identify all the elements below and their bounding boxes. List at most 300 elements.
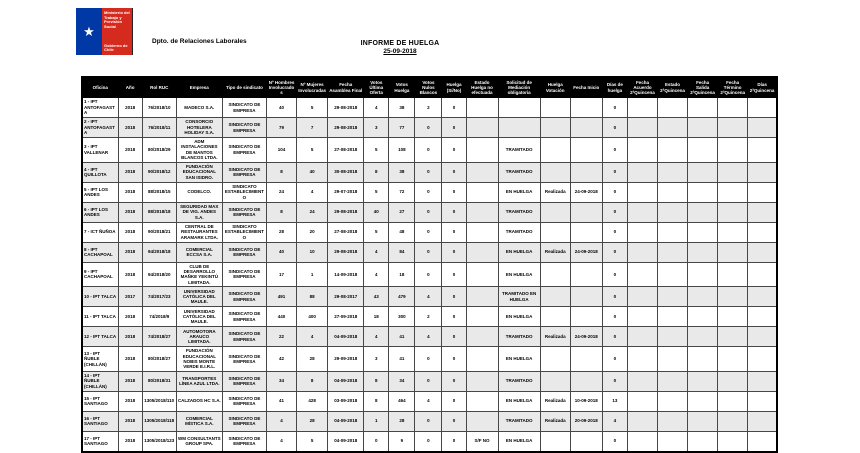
table-cell — [540, 371, 570, 391]
table-cell: Realizada — [540, 391, 570, 411]
table-cell — [718, 118, 748, 138]
table-cell: 0 — [602, 222, 627, 242]
table-cell — [748, 162, 777, 182]
table-cell — [540, 262, 570, 287]
table-cell: EN HUELGA — [498, 431, 540, 452]
table-cell: 0 — [602, 138, 627, 163]
table-cell: 15 - IPT SANTIAGO — [82, 391, 118, 411]
table-row — [82, 371, 777, 391]
table-cell: 8 — [267, 202, 297, 222]
table-cell: 43 — [364, 287, 389, 307]
column-header: Fecha Inicio — [570, 77, 602, 98]
table-cell: 14-09-2018 — [328, 262, 364, 287]
table-cell: 29-08-2018 — [328, 242, 364, 262]
table-cell: SEGURIDAD MAX DE VIG. ANDES S.A. — [176, 202, 222, 222]
table-cell: SINDICATO DE EMPRESA — [222, 287, 266, 307]
table-cell — [748, 371, 777, 391]
table-cell: 2 — [415, 98, 442, 118]
table-cell: 5 - IPT LOS ANDES — [82, 182, 118, 202]
column-header: Fecha Asamblea Final — [328, 77, 364, 98]
table-cell: 2018 — [118, 118, 142, 138]
table-cell — [627, 222, 657, 242]
table-cell: 1305/2018/118 — [142, 411, 176, 431]
table-cell: 41 — [389, 347, 415, 372]
table-cell: 40 — [364, 202, 389, 222]
column-header: Votos Huelga — [389, 77, 415, 98]
table-row — [82, 391, 777, 411]
table-cell: 4 — [415, 327, 442, 347]
table-cell: 20 — [297, 222, 328, 242]
table-cell: 24-09-2018 — [570, 327, 602, 347]
table-cell: 2017 — [118, 287, 142, 307]
table-cell — [748, 287, 777, 307]
table-cell — [466, 391, 498, 411]
table-cell: 4 — [297, 327, 328, 347]
table-cell: SINDICATO DE EMPRESA — [222, 262, 266, 287]
column-header: Votos Nulos Blancos — [415, 77, 442, 98]
table-cell: 38 — [389, 98, 415, 118]
table-cell: 1305/2018/123 — [142, 431, 176, 452]
table-cell — [466, 162, 498, 182]
table-cell: 0 — [602, 371, 627, 391]
table-cell: 34 — [267, 371, 297, 391]
table-cell — [688, 431, 718, 452]
table-cell: 2018 — [118, 138, 142, 163]
table-cell: 40 — [297, 162, 328, 182]
table-cell — [718, 202, 748, 222]
table-cell: 80/2018/29 — [142, 138, 176, 163]
table-cell — [718, 431, 748, 452]
table-cell: 0 — [442, 287, 466, 307]
table-cell: 8 — [297, 371, 328, 391]
table-cell — [498, 98, 540, 118]
table-cell: SINDICATO DE EMPRESA — [222, 118, 266, 138]
table-cell — [570, 287, 602, 307]
table-cell: 0 — [442, 411, 466, 431]
table-cell: 04-09-2018 — [328, 371, 364, 391]
table-cell: 18 — [389, 262, 415, 287]
column-header: Fecha Salida 2ªQuincena — [688, 77, 718, 98]
chile-flag-star-icon: ★ — [76, 8, 102, 55]
table-cell — [718, 347, 748, 372]
table-cell: 8 — [364, 162, 389, 182]
report-title-block — [285, 40, 515, 55]
table-cell — [657, 371, 687, 391]
table-cell: 94/2018/20 — [142, 262, 176, 287]
table-cell: 7 — [297, 118, 328, 138]
table-cell: 03-09-2018 — [328, 391, 364, 411]
table-cell: 0 — [602, 347, 627, 372]
table-cell: SINDICATO DE EMPRESA — [222, 162, 266, 182]
table-cell: 24 — [297, 202, 328, 222]
table-cell — [627, 327, 657, 347]
table-cell — [540, 162, 570, 182]
table-cell — [466, 222, 498, 242]
column-header: Estado 2ªQuincena — [657, 77, 687, 98]
table-cell: 94/2018/18 — [142, 242, 176, 262]
table-cell: 29-08-2018 — [328, 118, 364, 138]
table-cell: 0 — [602, 182, 627, 202]
table-cell: 38 — [389, 162, 415, 182]
table-row — [82, 411, 777, 431]
table-cell: 80/2018/27 — [142, 347, 176, 372]
table-cell: 34 — [389, 371, 415, 391]
table-row — [82, 262, 777, 287]
table-cell: 479 — [389, 287, 415, 307]
table-cell: 0 — [602, 242, 627, 262]
table-cell: SINDICATO DE EMPRESA — [222, 391, 266, 411]
table-cell: SINDICATO DE EMPRESA — [222, 371, 266, 391]
table-cell: 24-09-2018 — [570, 242, 602, 262]
table-cell: 0 — [415, 202, 442, 222]
table-header-row — [82, 77, 777, 98]
table-cell: 0 — [415, 138, 442, 163]
table-cell — [466, 138, 498, 163]
table-cell — [718, 307, 748, 327]
table-cell — [718, 411, 748, 431]
table-cell — [627, 391, 657, 411]
table-cell: SINDICATO DE EMPRESA — [222, 242, 266, 262]
table-cell — [570, 162, 602, 182]
table-cell — [540, 202, 570, 222]
table-cell — [570, 262, 602, 287]
table-cell: 0 — [602, 327, 627, 347]
table-cell — [570, 371, 602, 391]
table-cell: 18 — [364, 307, 389, 327]
table-cell — [466, 287, 498, 307]
table-cell — [466, 118, 498, 138]
table-cell: 27-09-2018 — [328, 307, 364, 327]
table-cell: 14 - IPT ÑUBLE (CHILLÁN) — [82, 371, 118, 391]
table-cell — [570, 222, 602, 242]
table-cell: 28 — [297, 411, 328, 431]
table-cell: 0 — [602, 262, 627, 287]
table-cell: 12 - IPT TALCA — [82, 327, 118, 347]
table-cell — [718, 371, 748, 391]
table-cell: 0 — [442, 391, 466, 411]
table-cell — [657, 431, 687, 452]
column-header: Solicitud de Mediación obligatoria — [498, 77, 540, 98]
table-cell — [657, 391, 687, 411]
table-cell — [748, 327, 777, 347]
table-cell: 0 — [415, 182, 442, 202]
table-cell: CODELCO. — [176, 182, 222, 202]
table-cell: SINDICATO DE EMPRESA — [222, 307, 266, 327]
table-cell: WM CONSULTANTS GROUP SPA. — [176, 431, 222, 452]
table-cell: 0 — [602, 307, 627, 327]
table-cell: 491 — [267, 287, 297, 307]
table-cell: 0 — [442, 262, 466, 287]
table-cell — [570, 98, 602, 118]
column-header: Tipo de sindicato — [222, 77, 266, 98]
table-cell — [657, 118, 687, 138]
table-cell — [688, 138, 718, 163]
table-cell — [540, 222, 570, 242]
table-cell: 88 — [297, 287, 328, 307]
table-cell — [688, 162, 718, 182]
table-cell — [688, 118, 718, 138]
table-cell — [718, 262, 748, 287]
table-cell: 5 — [364, 138, 389, 163]
table-cell: 2018 — [118, 431, 142, 452]
table-cell: COMERCIAL MÍSTICA S.A. — [176, 411, 222, 431]
table-row — [82, 118, 777, 138]
table-cell — [540, 118, 570, 138]
table-cell — [657, 347, 687, 372]
table-cell: 400 — [297, 307, 328, 327]
logo-gobierno-text: Gobierno de Chile — [104, 42, 128, 53]
table-cell: 16 - IPT SANTIAGO — [82, 411, 118, 431]
table-cell: EN HUELGA — [498, 182, 540, 202]
table-cell: 0 — [415, 347, 442, 372]
report-title: INFORME DE HUELGA — [360, 40, 440, 47]
table-cell — [748, 182, 777, 202]
table-cell: 0 — [442, 371, 466, 391]
table-cell — [718, 327, 748, 347]
table-cell: 0 — [602, 202, 627, 222]
table-cell: 0 — [602, 98, 627, 118]
table-cell: 77 — [389, 118, 415, 138]
column-header: Nº Mujeres Involucradas — [297, 77, 328, 98]
table-cell — [718, 98, 748, 118]
table-cell: ADM INSTALACIONES DE MANTOS BLANCOS LTDA. — [176, 138, 222, 163]
table-cell — [688, 202, 718, 222]
table-cell — [718, 138, 748, 163]
table-cell: 28 — [267, 222, 297, 242]
table-cell: 4 — [267, 411, 297, 431]
table-cell — [748, 411, 777, 431]
table-cell — [657, 411, 687, 431]
table-cell: 0 — [442, 162, 466, 182]
table-cell: 2018 — [118, 347, 142, 372]
table-cell: TRAMITADO — [498, 327, 540, 347]
table-cell: 0 — [415, 431, 442, 452]
table-cell: 8 — [364, 391, 389, 411]
table-cell: 0 — [442, 202, 466, 222]
column-header: Días de huelga — [602, 77, 627, 98]
table-cell: 8 — [364, 371, 389, 391]
table-cell — [627, 307, 657, 327]
table-cell: 40 — [267, 98, 297, 118]
table-cell: 27-08-2018 — [328, 138, 364, 163]
table-cell: 13 — [602, 391, 627, 411]
logo-ministry-text: Ministerio del Trabajo y Previsión Social — [104, 10, 130, 29]
table-row — [82, 162, 777, 182]
department-label: Dpto. de Relaciones Laborales — [152, 38, 247, 45]
table-cell: 9 - IPT CACHAPOAL — [82, 262, 118, 287]
table-cell: 84 — [389, 242, 415, 262]
table-cell: CONSORCIO HOTELERA HOLIDAY S.A. — [176, 118, 222, 138]
table-cell: 0 — [442, 431, 466, 452]
table-cell: 1 — [364, 411, 389, 431]
table-cell — [466, 327, 498, 347]
table-cell: 300 — [389, 307, 415, 327]
table-cell: 9 — [389, 431, 415, 452]
table-cell: 0 — [602, 162, 627, 182]
table-cell — [570, 307, 602, 327]
table-cell — [688, 411, 718, 431]
table-cell — [688, 327, 718, 347]
table-cell: EN HUELGA — [498, 262, 540, 287]
table-cell — [466, 411, 498, 431]
table-cell: 79 — [267, 118, 297, 138]
table-cell: UNIVERSIDAD CATÓLICA DEL MAULE. — [176, 307, 222, 327]
table-cell: 0 — [602, 287, 627, 307]
table-cell: 1305/2018/110 — [142, 391, 176, 411]
table-cell: 80/2018/31 — [142, 371, 176, 391]
table-cell: AUTOMOTORA ARAUCO LIMITADA. — [176, 327, 222, 347]
table-cell — [466, 347, 498, 372]
table-cell: SINDICATO ESTABLECIMIENTO — [222, 182, 266, 202]
table-cell — [748, 98, 777, 118]
table-cell: 4 - IPT QUILLOTA — [82, 162, 118, 182]
table-cell: 5 — [297, 138, 328, 163]
table-cell: 20-09-2018 — [570, 411, 602, 431]
table-cell — [498, 118, 540, 138]
table-cell — [657, 287, 687, 307]
table-cell — [540, 347, 570, 372]
column-header: Año — [118, 77, 142, 98]
table-cell: 4 — [602, 411, 627, 431]
table-cell: Realizada — [540, 242, 570, 262]
table-cell: EN HUELGA — [498, 391, 540, 411]
table-cell: 2 - IPT ANTOFAGASTA — [82, 118, 118, 138]
table-cell: 30-08-2018 — [328, 162, 364, 182]
table-cell: 29-08-2017 — [328, 287, 364, 307]
table-cell: 0 — [442, 242, 466, 262]
table-cell: 8 — [267, 162, 297, 182]
strike-report-table — [81, 76, 778, 453]
table-cell — [718, 242, 748, 262]
table-cell: 7 - ICT ÑUÑOA — [82, 222, 118, 242]
column-header: Días 2ªQuincena — [748, 77, 777, 98]
table-cell — [570, 138, 602, 163]
table-cell — [657, 327, 687, 347]
table-cell — [540, 287, 570, 307]
table-cell: 42 — [267, 347, 297, 372]
table-cell: 24-09-2018 — [570, 182, 602, 202]
table-cell: EN HUELGA — [498, 347, 540, 372]
table-row — [82, 287, 777, 307]
table-cell: 0 — [415, 222, 442, 242]
table-cell: 5 — [364, 182, 389, 202]
table-cell — [627, 98, 657, 118]
table-cell: 04-09-2018 — [328, 411, 364, 431]
table-cell: 428 — [297, 391, 328, 411]
table-cell: 2018 — [118, 262, 142, 287]
table-cell: CALZADOS HC S.A. — [176, 391, 222, 411]
table-cell: 17 - IPT SANTIAGO — [82, 431, 118, 452]
table-cell: SINDICATO ESTABLECIMIENTO — [222, 222, 266, 242]
table-row — [82, 202, 777, 222]
table-cell: Realizada — [540, 327, 570, 347]
table-cell: 48 — [389, 222, 415, 242]
table-cell — [466, 242, 498, 262]
table-cell: 11 - IPT TALCA — [82, 307, 118, 327]
table-cell: 27-08-2018 — [328, 222, 364, 242]
table-cell: 0 — [602, 431, 627, 452]
table-cell: 17 — [267, 262, 297, 287]
table-cell: 4 — [415, 287, 442, 307]
table-cell: 29-09-2018 — [328, 347, 364, 372]
table-cell: FUNDACIÓN EDUCACIONAL NOBIS MONTE VERDE E.I.R.L. — [176, 347, 222, 372]
table-cell: FUNDACIÓN EDUCACIONAL SAN ISIDRO. — [176, 162, 222, 182]
table-cell: 28 — [297, 347, 328, 372]
table-cell — [657, 182, 687, 202]
table-cell: 8 - IPT CACHAPOAL — [82, 242, 118, 262]
table-cell — [540, 138, 570, 163]
table-cell: Realizada — [540, 411, 570, 431]
table-cell — [748, 262, 777, 287]
table-cell: 76/2018/10 — [142, 98, 176, 118]
table-cell: 88/2018/15 — [142, 182, 176, 202]
table-cell — [748, 138, 777, 163]
table-cell: 0 — [415, 371, 442, 391]
table-row — [82, 327, 777, 347]
table-cell: SINDICATO DE EMPRESA — [222, 327, 266, 347]
column-header: Fecha Término 2ªQuincena — [718, 77, 748, 98]
table-row — [82, 431, 777, 452]
table-cell: 74/2018/9 — [142, 307, 176, 327]
table-cell: 5 — [297, 98, 328, 118]
logo-ministry-panel — [102, 8, 132, 55]
table-cell: EN HUELGA — [498, 307, 540, 327]
table-cell — [688, 242, 718, 262]
table-cell: 0 — [442, 307, 466, 327]
table-cell: 2018 — [118, 202, 142, 222]
table-cell — [657, 222, 687, 242]
table-cell — [466, 202, 498, 222]
table-cell: 2018 — [118, 242, 142, 262]
table-cell: 2 — [415, 307, 442, 327]
table-cell — [718, 182, 748, 202]
table-cell: 29-07-2018 — [328, 182, 364, 202]
table-cell: 0 — [442, 118, 466, 138]
table-cell: 108 — [389, 138, 415, 163]
table-cell: 74/2018/27 — [142, 327, 176, 347]
table-cell: SINDICATO DE EMPRESA — [222, 98, 266, 118]
table-cell: 88/2018/18 — [142, 202, 176, 222]
table-cell — [718, 391, 748, 411]
table-cell — [627, 431, 657, 452]
table-cell: 0 — [442, 182, 466, 202]
table-cell: 2018 — [118, 391, 142, 411]
table-cell — [688, 182, 718, 202]
table-cell: 0 — [442, 138, 466, 163]
table-cell: 2018 — [118, 371, 142, 391]
table-cell: 0 — [415, 118, 442, 138]
table-cell — [688, 262, 718, 287]
table-cell — [657, 262, 687, 287]
table-cell — [718, 222, 748, 242]
table-cell: 72 — [389, 182, 415, 202]
table-cell — [748, 391, 777, 411]
table-cell: 4 — [297, 182, 328, 202]
table-cell: 10-09-2018 — [570, 391, 602, 411]
table-cell: CENTRAL DE RESTAURANTES ARAMARK LTDA. — [176, 222, 222, 242]
table-cell — [466, 98, 498, 118]
table-cell — [627, 182, 657, 202]
table-cell — [748, 118, 777, 138]
table-cell: UNIVERSIDAD CATÓLICA DEL MAULE. — [176, 287, 222, 307]
table-cell: SINDICATO DE EMPRESA — [222, 138, 266, 163]
table-cell — [657, 242, 687, 262]
table-cell: 28 — [389, 411, 415, 431]
table-cell: 76/2018/11 — [142, 118, 176, 138]
table-cell — [748, 307, 777, 327]
table-cell: 2018 — [118, 327, 142, 347]
table-cell — [627, 138, 657, 163]
